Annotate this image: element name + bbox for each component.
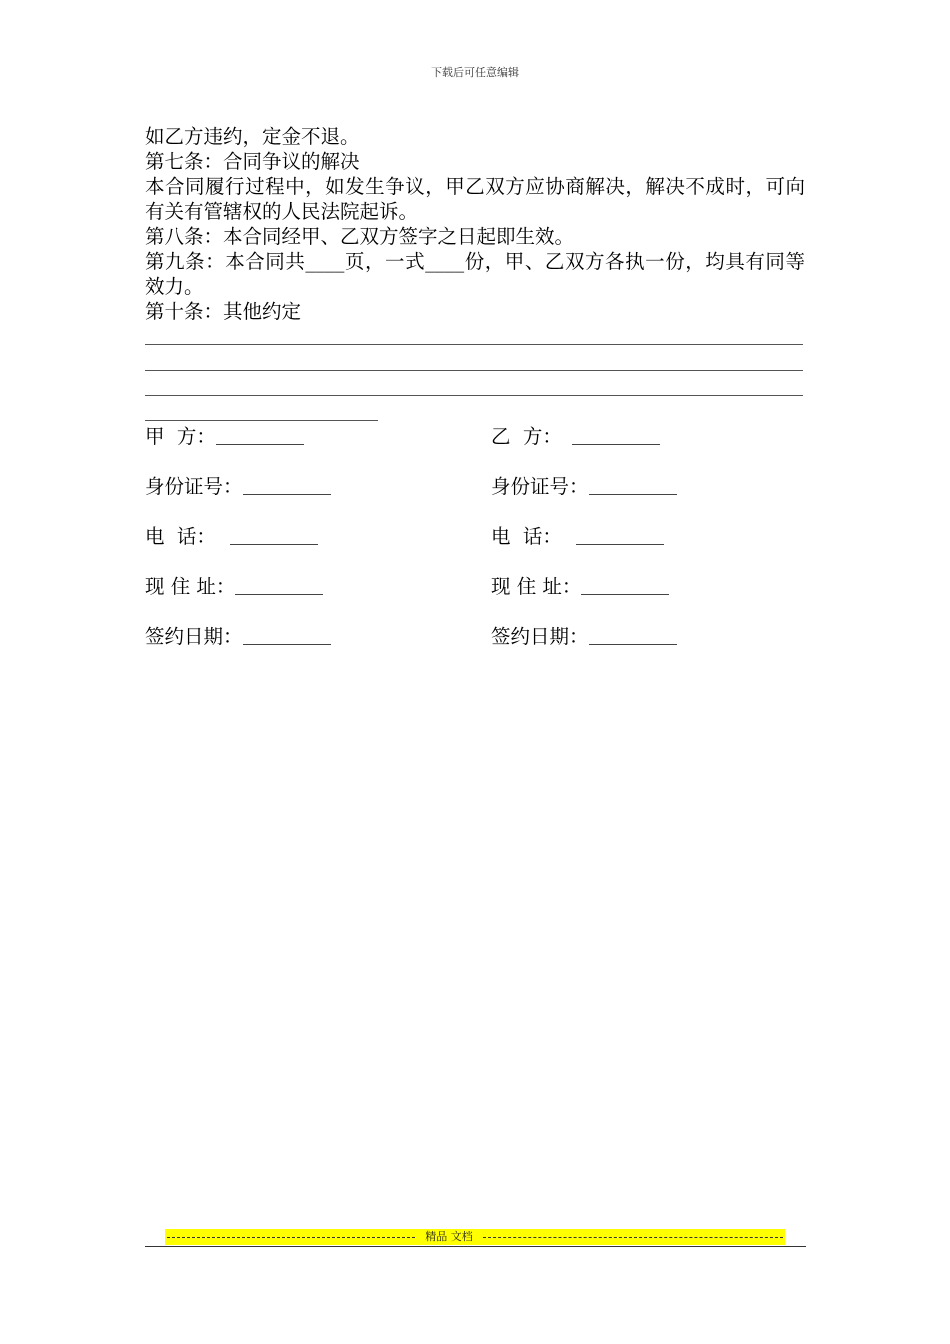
clause-7-heading: 第七条：合同争议的解决 (145, 150, 360, 173)
clause-8-text: 第八条：本合同经甲、乙双方签字之日起即生效。 (145, 225, 575, 248)
party-a-address-blank (235, 576, 323, 595)
clause-9-text: 第九条：本合同共____页，一式____份，甲、乙双方各执一份，均具有同等效力。 (145, 250, 805, 298)
party-b-id-blank (589, 476, 677, 495)
signature-row-address (0, 574, 950, 604)
signature-row-name (0, 424, 950, 454)
footer-label: 精品 文档 (425, 1230, 473, 1243)
other-terms-line-1 (145, 344, 803, 345)
party-a-id-field (145, 474, 331, 500)
other-terms-line-4 (145, 420, 378, 421)
signature-row-id (0, 474, 950, 504)
footer-dashes-left (167, 1229, 415, 1238)
party-a-address-field (145, 574, 323, 600)
party-b-address-blank (581, 576, 669, 595)
footer-dashes-right (483, 1229, 783, 1238)
party-b-phone-blank (576, 526, 664, 545)
signature-row-date (0, 624, 950, 654)
party-b-date-label: 签约日期： (491, 625, 589, 648)
party-b-address-label: 现 住 址： (491, 575, 582, 598)
contract-body (145, 124, 805, 324)
clause-deposit-text: 如乙方违约，定金不退。 (145, 125, 360, 148)
party-b-name-field (491, 424, 660, 450)
party-b-name-label: 乙 方： (491, 425, 562, 448)
party-b-date-blank (589, 626, 677, 645)
signature-row-phone (0, 524, 950, 554)
party-a-phone-label: 电 话： (145, 525, 216, 548)
party-a-id-blank (243, 476, 331, 495)
party-a-date-blank (243, 626, 331, 645)
party-a-date-label: 签约日期： (145, 625, 243, 648)
party-b-id-label: 身份证号： (491, 475, 589, 498)
party-b-phone-label: 电 话： (491, 525, 562, 548)
other-terms-line-3 (145, 395, 803, 396)
party-a-address-label: 现 住 址： (145, 575, 236, 598)
footer-rule (145, 1246, 806, 1247)
party-a-phone-blank (230, 526, 318, 545)
footer-highlight-bar (165, 1229, 785, 1245)
party-a-name-field (145, 424, 304, 450)
other-terms-line-2 (145, 370, 803, 371)
clause-10-heading: 第十条：其他约定 (145, 300, 302, 323)
party-a-id-label: 身份证号： (145, 475, 243, 498)
party-b-address-field (491, 574, 669, 600)
party-a-phone-field (145, 524, 318, 550)
party-b-id-field (491, 474, 677, 500)
party-b-name-blank (572, 426, 660, 445)
party-b-phone-field (491, 524, 664, 550)
clause-7-text: 本合同履行过程中，如发生争议，甲乙双方应协商解决，解决不成时，可向有关有管辖权的人民法院起诉。 (145, 175, 805, 223)
party-a-name-label: 甲 方： (145, 425, 216, 448)
party-a-date-field (145, 624, 331, 650)
party-a-name-blank (216, 426, 304, 445)
page-header-note: 下载后可任意编辑 (431, 66, 519, 79)
party-b-date-field (491, 624, 677, 650)
